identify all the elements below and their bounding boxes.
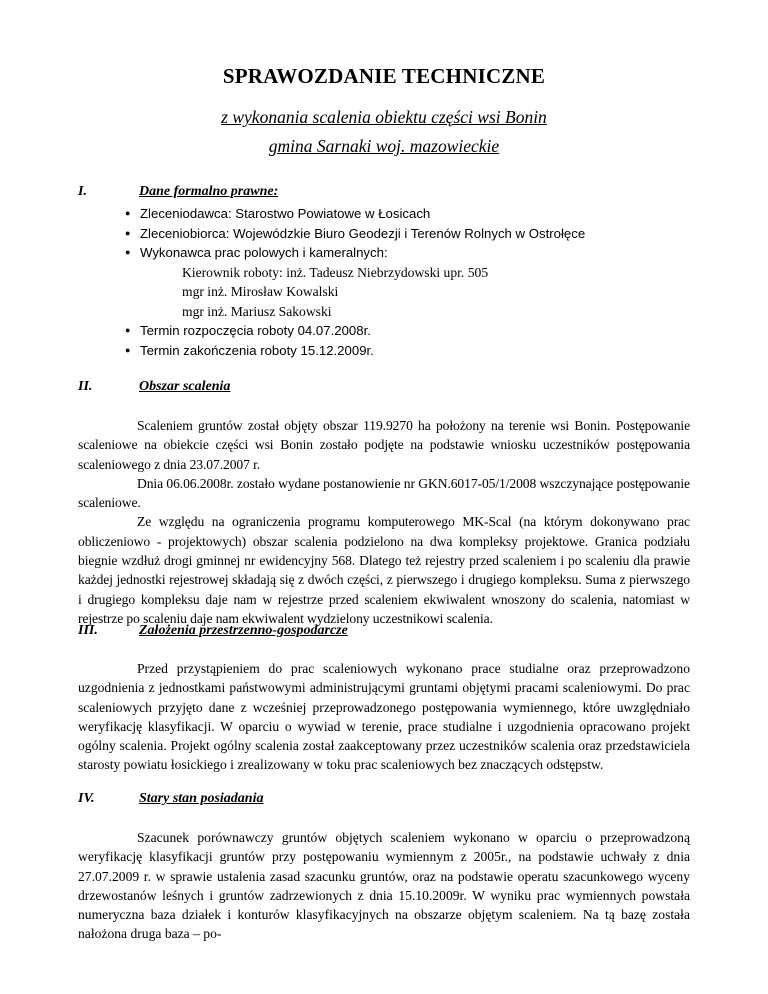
section-4-number: IV. [78,791,95,806]
paragraph: Scaleniem gruntów został objęty obszar 119.9270 ha położony na terenie wsi Bonin. Postępowanie scaleniowe na obiekcie części wsi Bonin zostało podjęte na podstawie wniosku uczestników postępowania scaleniowego z dnia 23.07.2007 r. [78,418,690,472]
team-member: mgr inż. Mirosław Kowalski [182,284,339,299]
document-title: SPRAWOZDANIE TECHNICZNE [222,64,546,88]
section-1-number: I. [78,184,87,199]
paragraph: Ze względu na ograniczenia programu komputerowego MK-Scal (na którym dokonywano prac obliczeniowo - projektowych) obszar scalenia podzielono na dwa kompleksy projektowe. Granica podziału biegnie wzdłuż drogi gminnej nr ewidencyjny 568. Dlatego też rejestry przed scaleniem i po scaleniu dla prawie każdej jednostki rejestrowej składają się z dwóch części, z pierwszego i drugiego kompleksu. Suma z pierwszego i drugiego kompleksu daje nam w rejestrze przed scaleniem ekwiwalent wnoszony do scalenia, natomiast w rejestrze po scaleniu daje nam ekwiwalent wydzielony uczestnikowi scalenia. [78,514,690,626]
section-2-body [78,416,690,628]
section-3-title: Założenia przestrzenno-gospodarcze [139,623,348,638]
document-subtitle-line1: z wykonania scalenia obiektu części wsi Bonin [221,107,547,127]
paragraph: Dnia 06.06.2008r. zostało wydane postanowienie nr GKN.6017-05/1/2008 wszczynające postępowanie scaleniowe. [78,475,690,511]
section-2-number: II. [78,379,93,394]
section-4-body [78,828,690,944]
list-item: ● Zleceniobiorca: Wojewódzkie Biuro Geodezji i Terenów Rolnych w Ostrołęce [125,224,585,244]
section-1-title: Dane formalno prawne: [139,184,279,199]
section-4-title: Stary stan posiadania [139,791,264,806]
team-member: Kierownik roboty: inż. Tadeusz Niebrzydowski upr. 505 [182,264,489,280]
list-item: ● Termin rozpoczęcia roboty 04.07.2008r. [125,321,585,341]
formal-data-list [125,204,585,360]
section-3-number: III. [78,623,98,638]
section-3-body [78,659,690,775]
section-2-title: Obszar scalenia [139,379,231,394]
paragraph: Szacunek porównawczy gruntów objętych scaleniem wykonano w oparciu o przeprowadzoną weryfikację klasyfikacji gruntów przy postępowaniu wymiennym z 2005r., na podstawie uchwały z dnia 27.07.2009 r. w sprawie ustalenia zasad szacunku gruntów, oraz na podstawie operatu szacunkowego wyceny drzewostanów leśnych i gruntów zadrzewionych z dnia 15.10.2009r. W wyniku prac wymiennych powstała numeryczna baza działek i konturów klasyfikacyjnych na obszarze objętym scaleniem. Na tą bazę została nałożona druga baza – po- [78,830,690,942]
list-item: ● Wykonawca prac polowych i kameralnych: Kierownik roboty: inż. Tadeusz Niebrzydowski upr. 505 mgr inż. Mirosław Kowalski mgr inż. Mariusz Sakowski [125,243,585,321]
list-item: ● Zleceniodawca: Starostwo Powiatowe w Łosicach [125,204,585,224]
document-subtitle-line2: gmina Sarnaki woj. mazowieckie [268,136,500,156]
list-item: ● Termin zakończenia roboty 15.12.2009r. [125,341,585,361]
team-member: mgr inż. Mariusz Sakowski [182,303,332,319]
paragraph: Przed przystąpieniem do prac scaleniowych wykonano prace studialne oraz przeprowadzono uzgodnienia z jednostkami państwowymi administrującymi gruntami objętymi pracami scaleniowymi. Do prac scaleniowych przyjęto dane z wcześniej przeprowadzonego postępowania wymiennego, które uwzględniało weryfikację klasyfikacji. W oparciu o wywiad w terenie, prace studialne i uzgodnienia opracowano projekt ogólny scalenia. Projekt ogólny scalenia został zaakceptowany przez uczestników scalenia oraz przedstawiciela starosty powiatu łosickiego i zrealizowany w toku prac scaleniowych bez znaczących odstępstw. [78,661,690,773]
